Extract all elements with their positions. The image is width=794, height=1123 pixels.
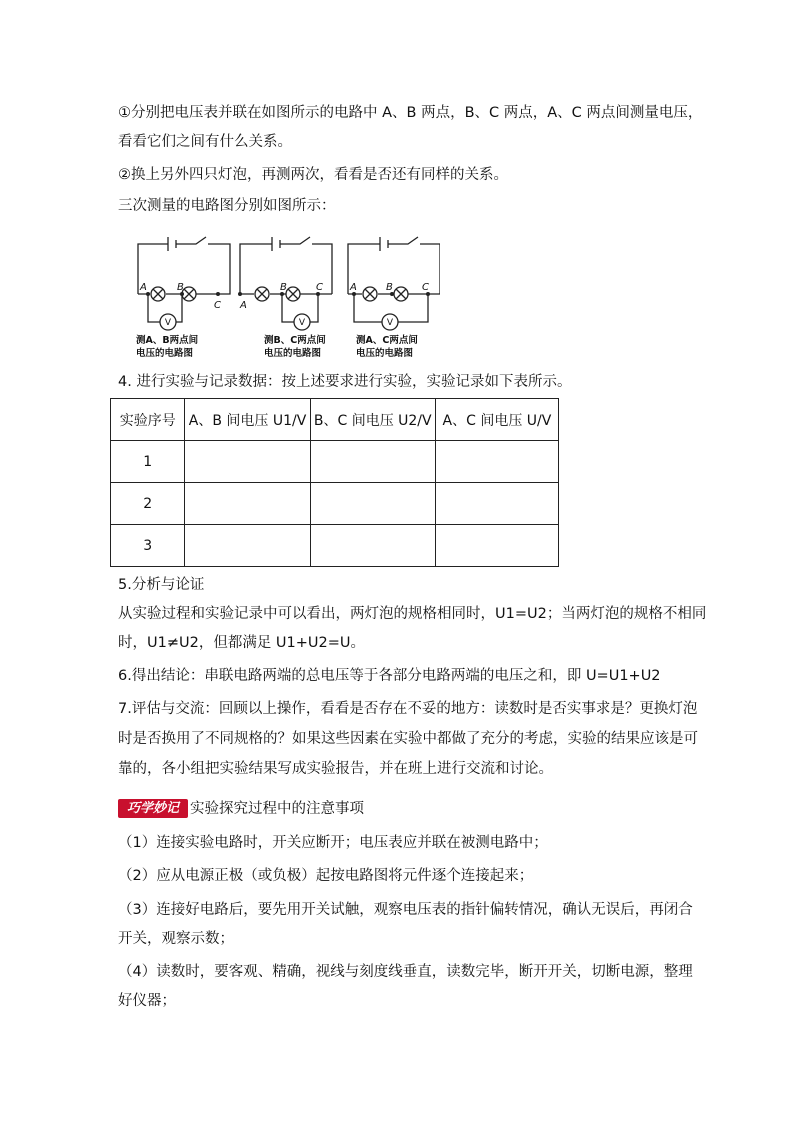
note-1: （1）连接实验电路时，开关应断开；电压表应并联在被测电路中； xyxy=(118,835,548,851)
table-row xyxy=(111,483,559,525)
voltmeter-2: V xyxy=(298,318,306,328)
label-a-1: A xyxy=(140,282,147,293)
intro-line-3: ②换上另外四只灯泡，再测两次，看看是否还有同样的关系。 xyxy=(118,167,508,183)
table-row xyxy=(111,441,559,483)
step-5-title: 5.分析与论证 xyxy=(118,577,205,593)
trial-number: 2 xyxy=(111,483,185,525)
step-4: 4. 进行实验与记录数据：按上述要求进行实验，实验记录如下表所示。 xyxy=(118,374,572,390)
tip-title: 实验探究过程中的注意事项 xyxy=(190,801,364,817)
caption-3a: 测A、C两点间 xyxy=(356,335,418,346)
intro-line-2: 看看它们之间有什么关系。 xyxy=(118,134,292,150)
circuit-1 xyxy=(138,237,230,330)
label-b-2: B xyxy=(280,282,287,293)
label-a-3: A xyxy=(350,282,357,293)
label-c-1: C xyxy=(214,300,221,311)
note-4-line-1: （4）读数时，要客观、精确，视线与刻度线垂直，读数完毕，断开开关，切断电源，整理 xyxy=(118,964,693,980)
tip-badge: 巧学妙记 xyxy=(118,799,188,818)
trial-number: 3 xyxy=(111,525,185,567)
step-5-line-2: 时，U1≠U2，但都满足 U1+U2=U。 xyxy=(118,635,366,651)
label-c-2: C xyxy=(316,282,323,293)
caption-3b: 电压的电路图 xyxy=(356,348,414,359)
intro-line-1: ①分别把电压表并联在如图所示的电路中 A、B 两点，B、C 两点，A、C 两点间测量电压， xyxy=(118,105,703,121)
voltmeter-3: V xyxy=(386,318,394,328)
step-5-line-1: 从实验过程和实验记录中可以看出，两灯泡的规格相同时，U1=U2；当两灯泡的规格不相同 xyxy=(118,606,707,622)
note-2: （2）应从电源正极（或负极）起按电路图将元件逐个连接起来； xyxy=(118,868,534,884)
label-c-3: C xyxy=(422,282,429,293)
note-3-line-1: （3）连接好电路后，要先用开关试触，观察电压表的指针偏转情况，确认无误后，再闭合 xyxy=(118,902,693,918)
voltmeter-1: V xyxy=(164,318,172,328)
step-7-line-2: 时是否换用了不同规格的？如果这些因素在实验中都做了充分的考虑，实验的结果应该是可 xyxy=(118,731,698,747)
step-7-line-1: 7.评估与交流：回顾以上操作，看看是否存在不妥的地方：读数时是否实事求是？更换灯泡 xyxy=(118,701,698,717)
intro-line-4: 三次测量的电路图分别如图所示： xyxy=(118,198,336,214)
label-a-2: A xyxy=(240,300,247,311)
note-4-line-2: 好仪器； xyxy=(118,993,176,1009)
header-u: A、C 间电压 U/V xyxy=(435,399,558,441)
circuit-diagrams xyxy=(130,232,440,362)
caption-2b: 电压的电路图 xyxy=(264,348,322,359)
step-7-line-3: 靠的，各小组把实验结果写成实验报告，并在班上进行交流和讨论。 xyxy=(118,761,553,777)
record-table xyxy=(110,398,559,567)
label-b-1: B xyxy=(177,282,184,293)
caption-1b: 电压的电路图 xyxy=(136,348,194,359)
caption-2a: 测B、C两点间 xyxy=(264,335,326,346)
label-b-3: B xyxy=(386,282,393,293)
header-u1: A、B 间电压 U1/V xyxy=(185,399,310,441)
step-6: 6.得出结论：串联电路两端的总电压等于各部分电路两端的电压之和，即 U=U1+U2 xyxy=(118,668,661,684)
trial-number: 1 xyxy=(111,441,185,483)
caption-1a: 测A、B两点间 xyxy=(136,335,199,346)
table-header-row xyxy=(111,399,559,441)
header-u2: B、C 间电压 U2/V xyxy=(310,399,435,441)
header-trial: 实验序号 xyxy=(111,399,185,441)
note-3-line-2: 开关，观察示数； xyxy=(118,931,234,947)
table-row xyxy=(111,525,559,567)
